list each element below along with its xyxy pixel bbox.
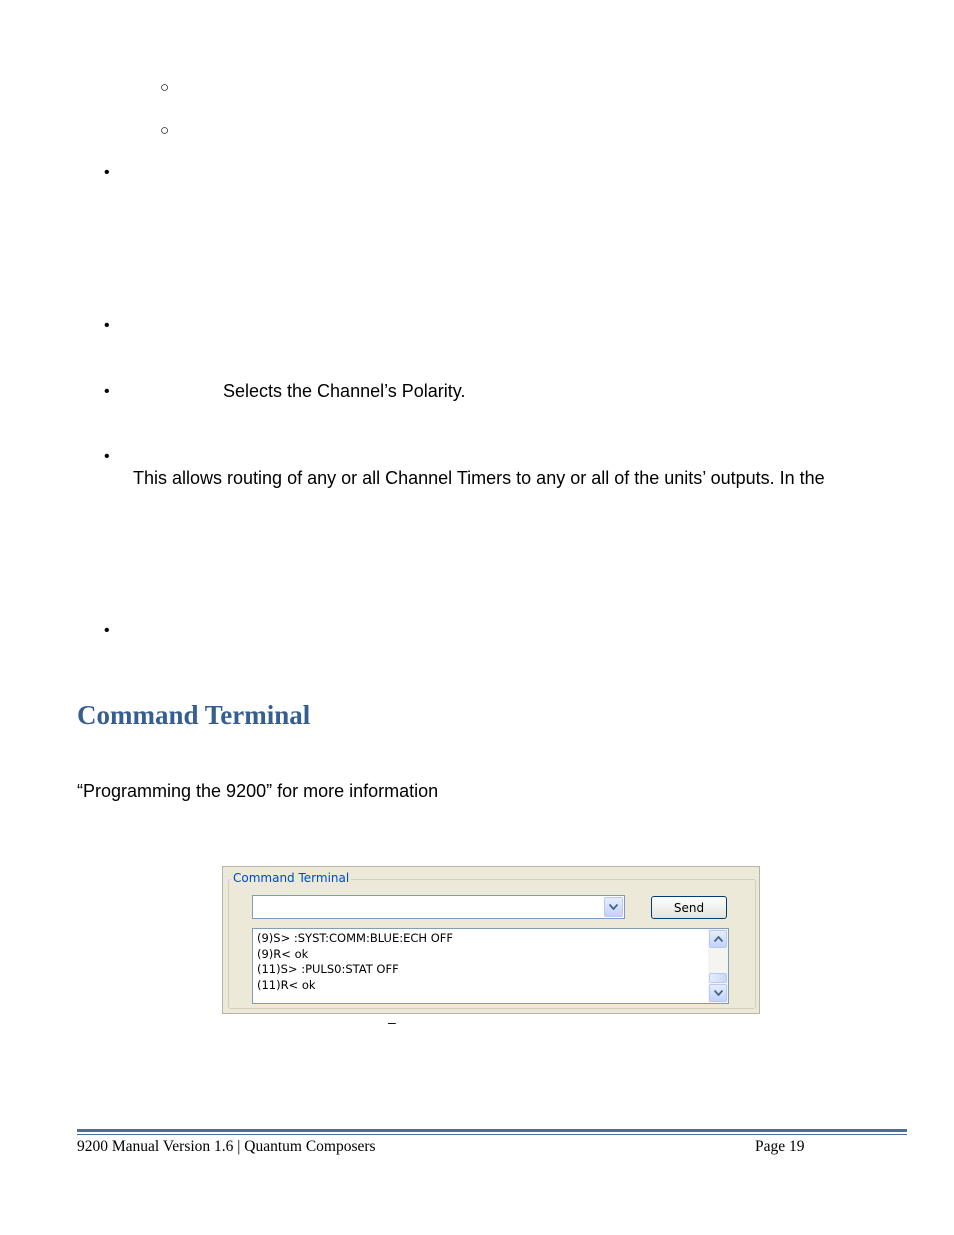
scroll-up-button[interactable] (709, 930, 727, 948)
send-button[interactable]: Send (651, 896, 727, 919)
caption-dash: – (388, 1014, 396, 1030)
routing-description: This allows routing of any or all Channel Timers to any or all of the units’ outputs. In the (133, 468, 825, 488)
group-title: Command Terminal (233, 871, 350, 885)
sub-bullet: ○ (160, 122, 170, 139)
programming-reference: “Programming the 9200” for more information (77, 781, 439, 801)
command-input[interactable] (252, 895, 625, 919)
bullet: • (104, 622, 110, 639)
log-lines (257, 931, 453, 993)
scroll-thumb[interactable] (709, 973, 727, 983)
log-line: (9)S> :SYST:COMM:BLUE:ECH OFF (257, 931, 453, 945)
bullet: • (104, 383, 110, 400)
bullet: • (104, 164, 110, 181)
chevron-down-icon (714, 990, 723, 996)
scroll-down-button[interactable] (709, 984, 727, 1002)
log-line: (11)S> :PULS0:STAT OFF (257, 962, 399, 976)
dropdown-button[interactable] (604, 897, 623, 917)
footer-rule (77, 1129, 907, 1132)
chevron-down-icon (609, 904, 618, 910)
command-terminal-screenshot (222, 866, 760, 1014)
bullet: • (104, 317, 110, 334)
section-heading: Command Terminal (77, 700, 311, 730)
log-line: (9)R< ok (257, 946, 309, 961)
footer-title: 9200 Manual Version 1.6 | Quantum Composers (77, 1138, 376, 1155)
polarity-description: Selects the Channel’s Polarity. (223, 381, 466, 401)
chevron-up-icon (714, 936, 723, 942)
log-line: (11)R< ok (257, 977, 316, 992)
sub-bullet: ○ (160, 79, 170, 96)
page-number: Page 19 (755, 1138, 805, 1155)
terminal-log[interactable] (252, 928, 729, 1004)
log-scrollbar[interactable] (708, 929, 728, 1003)
footer-rule (77, 1134, 907, 1135)
bullet: • (104, 448, 110, 465)
